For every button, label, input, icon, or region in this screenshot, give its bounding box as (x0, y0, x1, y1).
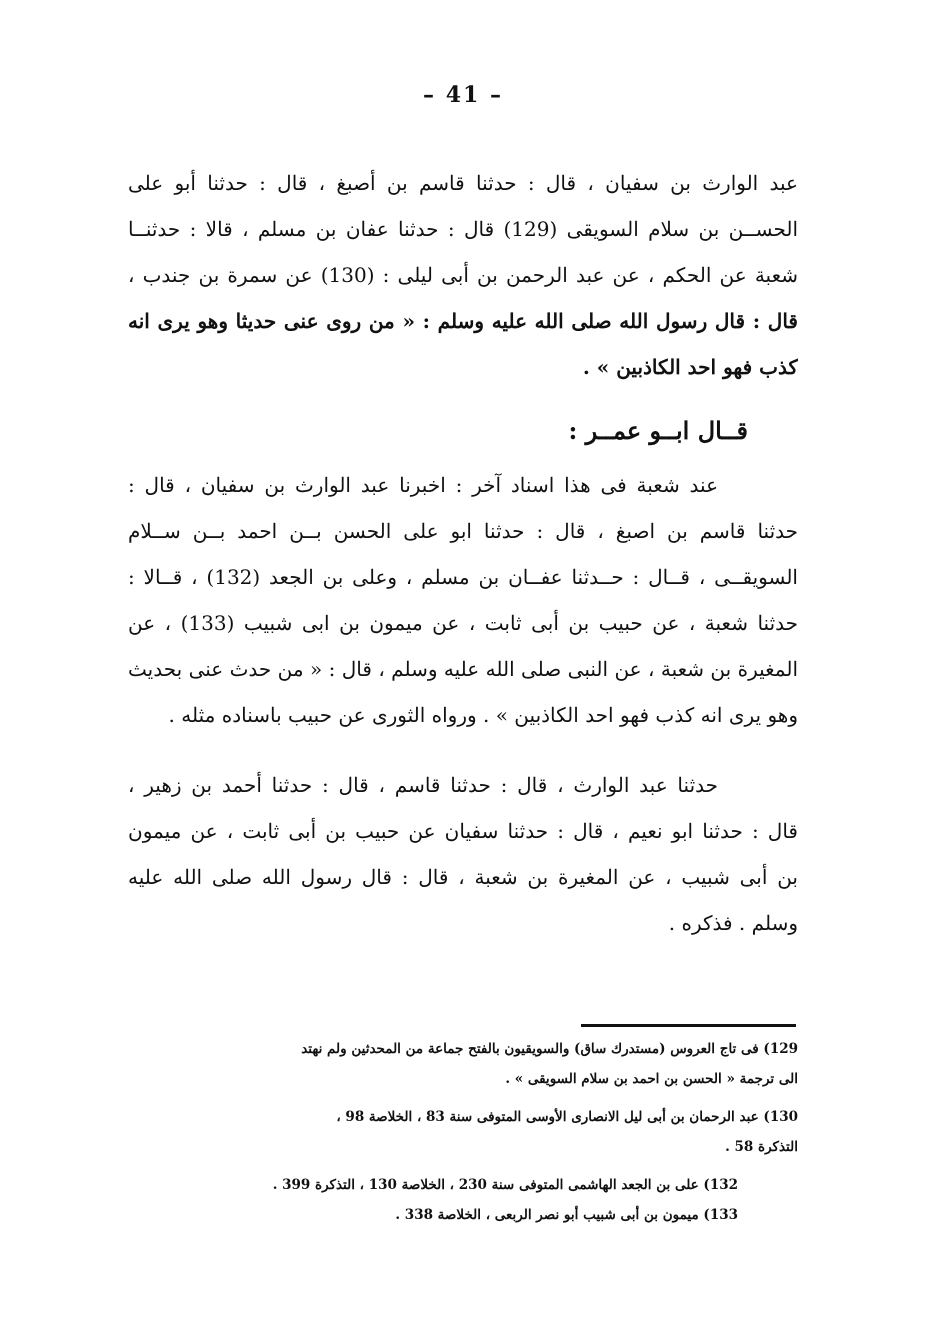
text-line: عند شعبة فى هذا اسناد آخر : اخبرنا عبد الوارث بن سفيان ، قال : (128, 473, 718, 497)
text-line: وسلم . فذكره . (668, 911, 798, 935)
text-line: قال : قال رسول الله صلى الله عليه وسلم : « من روى عنى حديثا وهو يرى انه (128, 309, 798, 333)
footnote-line: 133) ميمون بن أبى شبيب أبو نصر الربعى ، الخلاصة 338 . (395, 1207, 738, 1223)
text-line: المغيرة بن شعبة ، عن النبى صلى الله عليه وسلم ، قال : « من حدث عنى بحديث (128, 657, 798, 681)
section-heading: قــال ابــو عمــر : (568, 416, 748, 445)
footnote-line: التذكرة 58 . (725, 1139, 798, 1155)
text-line: بن أبى شبيب ، عن المغيرة بن شعبة ، قال : قال رسول الله صلى الله عليه (128, 865, 798, 889)
footnote-line: 130) عبد الرحمان بن أبى ليل الانصارى الأوسى المتوفى سنة 83 ، الخلاصة 98 ، (336, 1109, 798, 1125)
text-line: حدثنا شعبة ، عن حبيب بن أبى ثابت ، عن ميمون بن ابى شبيب (133) ، عن (128, 611, 798, 635)
paragraph-3 (128, 762, 798, 946)
text-line: شعبة عن الحكم ، عن عبد الرحمن بن أبى ليلى : (130) عن سمرة بن جندب ، (128, 263, 798, 287)
footnote-divider (581, 1024, 796, 1027)
text-line: عبد الوارث بن سفيان ، قال : حدثنا قاسم بن أصبغ ، قال : حدثنا أبو على (128, 171, 798, 195)
paragraph-2 (128, 462, 798, 738)
text-line: وهو يرى انه كذب فهو احد الكاذبين » . ورواه الثورى عن حبيب باسناده مثله . (168, 703, 798, 727)
text-line: الحســن بن سلام السويقى (129) قال : حدثنا عفان بن مسلم ، قالا : حدثنــا (128, 217, 798, 241)
paragraph-1 (128, 160, 798, 390)
footnote-line: 132) على بن الجعد الهاشمى المتوفى سنة 230 ، الخلاصة 130 ، التذكرة 399 . (272, 1177, 738, 1193)
page-number: – 41 – (423, 82, 503, 108)
text-line: السويقــى ، قــال : حــدثنا عفــان بن مسلم ، وعلى بن الجعد (132) ، قــالا : (128, 565, 798, 589)
text-line: حدثنا عبد الوارث ، قال : حدثنا قاسم ، قال : حدثنا أحمد بن زهير ، (128, 773, 718, 797)
text-line: قال : حدثنا ابو نعيم ، قال : حدثنا سفيان عن حبيب بن أبى ثابت ، عن ميمون (128, 819, 798, 843)
text-line: حدثنا قاسم بن اصبغ ، قال : حدثنا ابو على الحسن بــن احمد بــن ســلام (128, 519, 798, 543)
footnote-line: الى ترجمة « الحسن بن احمد بن سلام السويقى » . (505, 1071, 798, 1087)
footnotes (108, 1034, 798, 1230)
footnote-line: 129) فى تاج العروس (مستدرك ساق) والسويقيون بالفتح جماعة من المحدثين ولم نهتد (301, 1041, 798, 1057)
text-line: كذب فهو احد الكاذبين » . (582, 355, 798, 379)
